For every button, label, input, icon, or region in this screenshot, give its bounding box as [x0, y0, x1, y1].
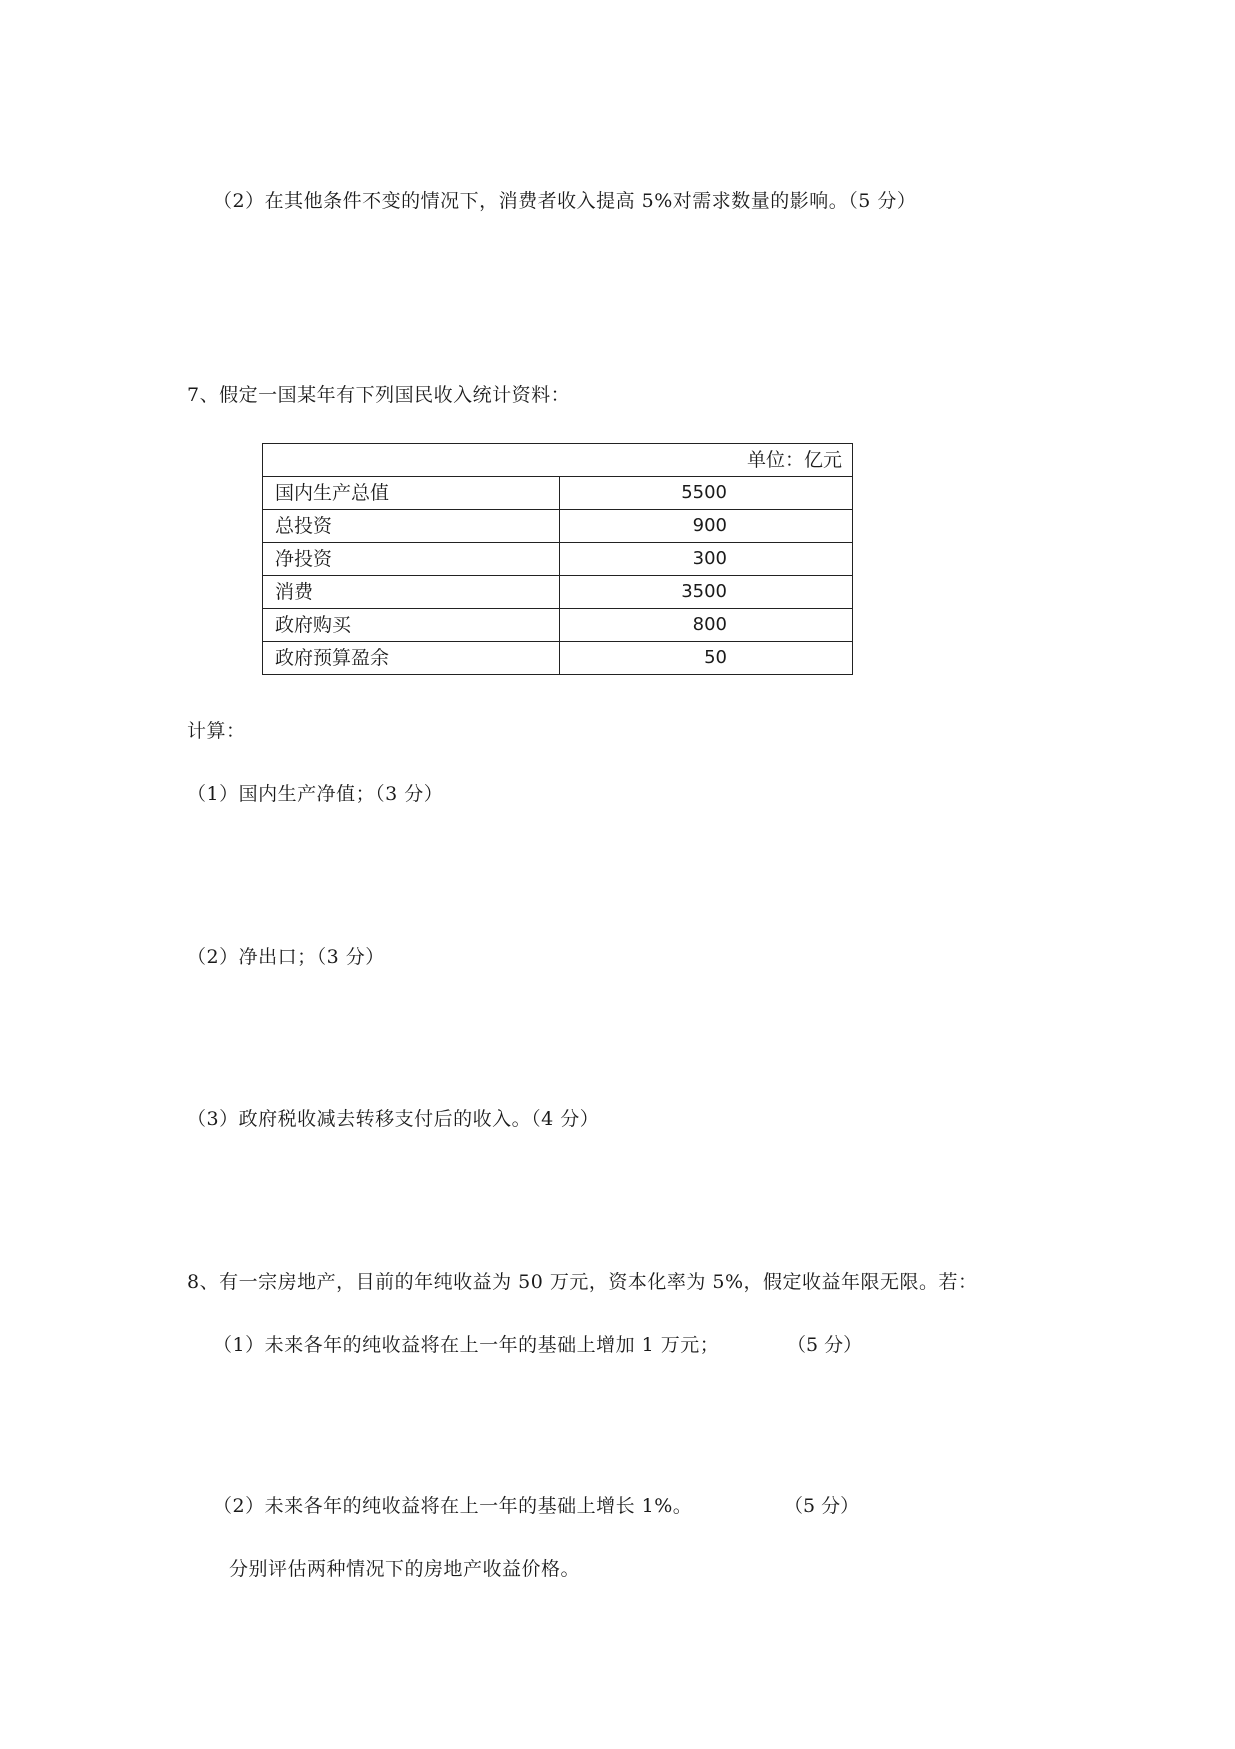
row-value: 50: [560, 642, 853, 675]
table-row: [263, 576, 853, 609]
table-row: [263, 477, 853, 510]
row-label: 政府购买: [263, 609, 560, 642]
row-label: 总投资: [263, 510, 560, 543]
row-label: 消费: [263, 576, 560, 609]
q6-part2-text: （2）在其他条件不变的情况下，消费者收入提高 5%对需求数量的影响。（5 分）: [213, 190, 917, 212]
table-row: [263, 543, 853, 576]
q7-part2-text: （2）净出口；（3 分）: [187, 946, 385, 968]
table-row: [263, 609, 853, 642]
q8-part1-score: （5 分）: [787, 1334, 863, 1356]
table-row: [263, 642, 853, 675]
row-value: 5500: [560, 477, 853, 510]
q7-part1-text: （1）国内生产净值；（3 分）: [187, 783, 444, 805]
q8-intro: 8、有一宗房地产，目前的年纯收益为 50 万元，资本化率为 5%，假定收益年限无限。若：: [187, 1271, 978, 1293]
national-income-table: [262, 443, 853, 675]
table-unit-label: 单位：亿元: [263, 444, 853, 477]
q8-conclusion: 分别评估两种情况下的房地产收益价格。: [229, 1558, 581, 1580]
row-value: 800: [560, 609, 853, 642]
row-label: 政府预算盈余: [263, 642, 560, 675]
row-value: 900: [560, 510, 853, 543]
q7-intro: 7、假定一国某年有下列国民收入统计资料：: [187, 384, 571, 406]
q8-part1-text: （1）未来各年的纯收益将在上一年的基础上增加 1 万元；: [213, 1334, 720, 1356]
table-unit-row: [263, 444, 853, 477]
q8-part2-text: （2）未来各年的纯收益将在上一年的基础上增长 1%。: [213, 1495, 693, 1517]
table-row: [263, 510, 853, 543]
row-value: 300: [560, 543, 853, 576]
q7-part3-text: （3）政府税收减去转移支付后的收入。（4 分）: [187, 1108, 600, 1130]
row-value: 3500: [560, 576, 853, 609]
row-label: 净投资: [263, 543, 560, 576]
q8-part2-score: （5 分）: [784, 1495, 860, 1517]
q7-calc-label: 计算：: [187, 720, 246, 742]
row-label: 国内生产总值: [263, 477, 560, 510]
